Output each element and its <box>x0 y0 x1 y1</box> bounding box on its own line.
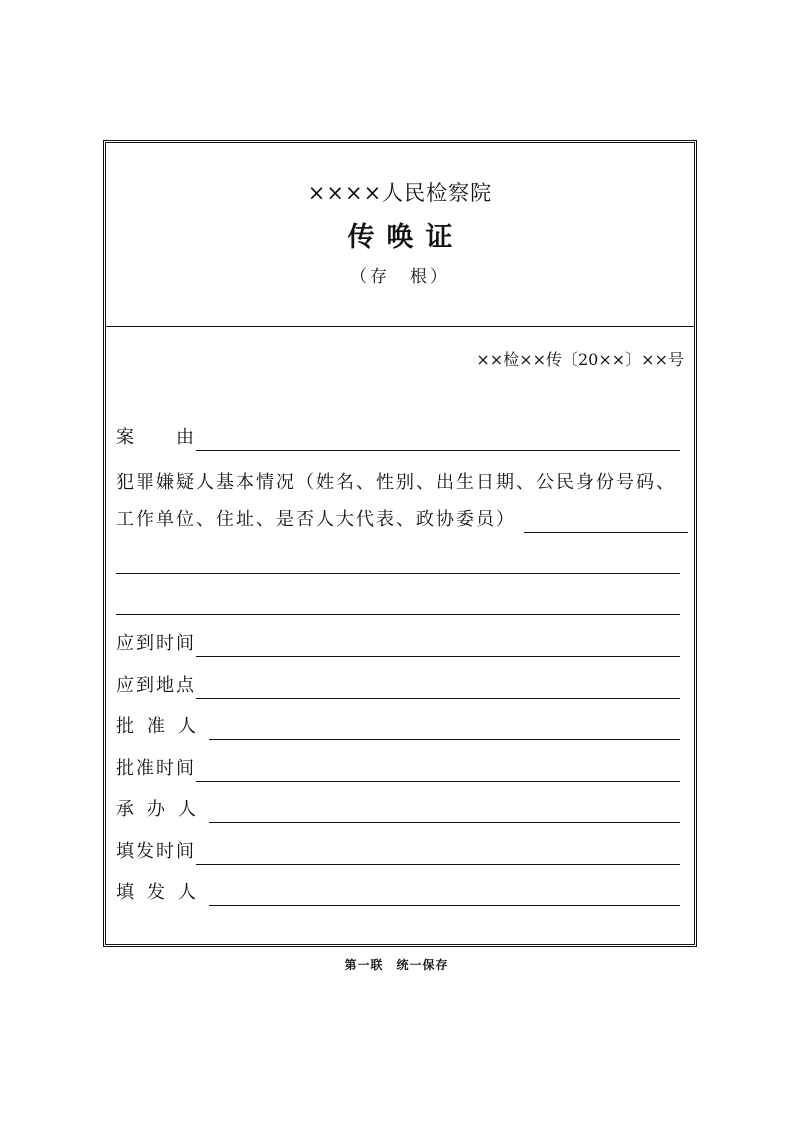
suspect-info-line-2[interactable] <box>116 551 680 574</box>
report-time-field[interactable] <box>196 634 680 657</box>
approver-row <box>116 716 680 740</box>
case-reason-field[interactable] <box>196 428 680 451</box>
document-number: ××检××传〔20××〕××号 <box>476 350 684 369</box>
approval-time-row <box>116 758 680 782</box>
approval-time-label: 批准时间 <box>116 758 196 779</box>
issuer-field[interactable] <box>209 883 680 906</box>
case-reason-row <box>116 427 680 451</box>
issue-time-label: 填发时间 <box>116 841 196 862</box>
issue-time-field[interactable] <box>196 842 680 865</box>
footer-note: 第一联 统一保存 <box>344 958 449 972</box>
suspect-info-label-line1: 犯罪嫌疑人基本情况（姓名、性别、出生日期、公民身份号码、 <box>116 472 676 493</box>
form-subtitle: （存 根） <box>350 267 450 287</box>
suspect-info-field[interactable] <box>524 510 688 533</box>
report-place-row <box>116 675 680 699</box>
suspect-info-label-line2: 工作单位、住址、是否人大代表、政协委员） <box>116 509 516 530</box>
issuer-row <box>116 882 680 906</box>
issue-time-row <box>116 841 680 865</box>
issuer-label: 填发人 <box>116 882 209 903</box>
approver-label: 批准人 <box>116 716 209 737</box>
handler-field[interactable] <box>209 800 680 823</box>
suspect-info-line-3[interactable] <box>116 592 680 615</box>
procuratorate-name: ××××人民检察院 <box>307 181 493 205</box>
approver-field[interactable] <box>209 717 680 740</box>
case-reason-label: 案 由 <box>116 427 196 448</box>
report-place-field[interactable] <box>196 676 680 699</box>
handler-label: 承办人 <box>116 799 209 820</box>
handler-row <box>116 799 680 823</box>
form-header <box>106 143 694 327</box>
form-frame <box>103 140 697 947</box>
suspect-info-row <box>116 509 688 533</box>
report-time-row <box>116 633 680 657</box>
report-time-label: 应到时间 <box>116 633 196 654</box>
form-title: 传唤证 <box>347 222 465 253</box>
approval-time-field[interactable] <box>196 759 680 782</box>
report-place-label: 应到地点 <box>116 675 196 696</box>
